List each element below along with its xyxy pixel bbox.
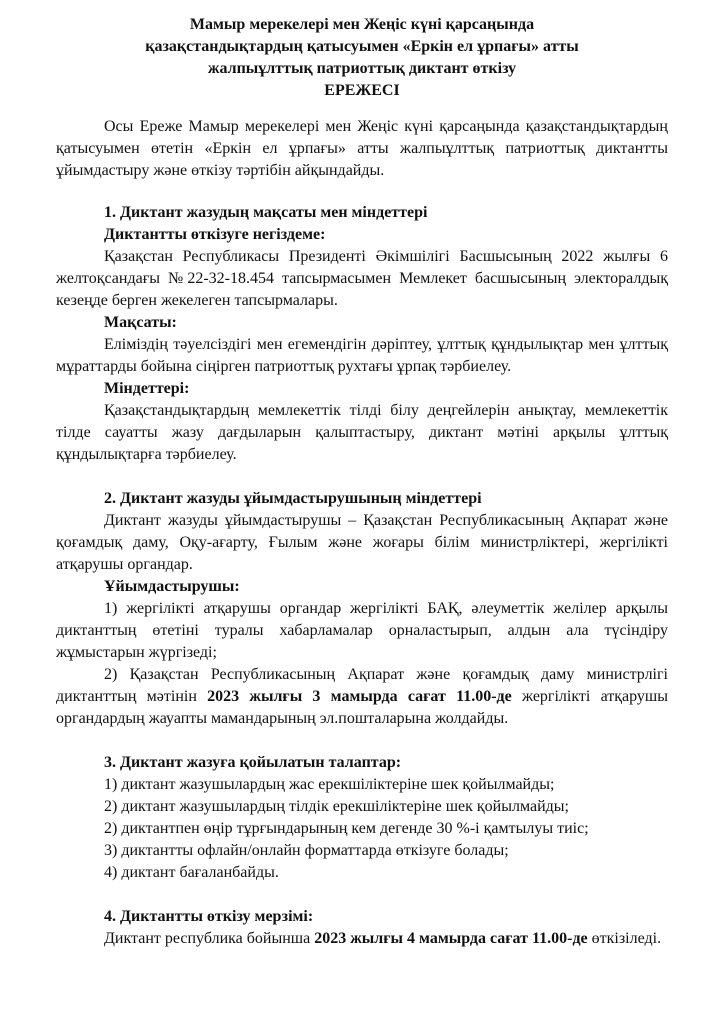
title-line-1: Мамыр мерекелері мен Жеңіс күні қарсаңында: [189, 16, 535, 33]
tasks-text: Қазақстандықтардың мемлекеттік тілді білу деңгейлерін анықтау, мемлекеттік тілде сауатты жазу дағдыларын қалыптастыру, диктант мәтіні арқылы ұлттық құндылықтарға тәрбиелеу.: [56, 402, 668, 463]
tasks-label: Міндеттері:: [104, 380, 190, 397]
requirement-item: 3) диктантты офлайн/онлайн форматтарда өткізуге болады;: [104, 842, 509, 859]
section-4-text-pre: Диктант республика бойынша: [104, 930, 315, 947]
intro-paragraph: Осы Ереже Мамыр мерекелері мен Жеңіс күні қарсаңында қазақстандықтардың қатысуымен өтетін «Еркін ел ұрпағы» атты жалпыұлттық патриоттық диктантты ұйымдастыру және өткізу тәртібін айқындайды.: [56, 118, 668, 179]
section-4-date: 2023 жылғы 4 мамырда сағат 11.00-де: [314, 930, 588, 947]
document-title: [56, 14, 668, 102]
goal-label: Мақсаты:: [104, 314, 177, 331]
title-line-4: ЕРЕЖЕСІ: [324, 82, 400, 99]
goal-text: Еліміздің тәуелсіздігі мен егемендігін дәріптеу, ұлттық құндылықтар мен ұлттық мұраттарды бойына сіңірген патриоттық рухтағы ұрпақ тәрбиелеу.: [56, 336, 668, 375]
requirement-item: 2) диктант жазушылардың тілдік ерекшіліктеріне шек қойылмайды;: [104, 798, 569, 815]
title-line-3: жалпыұлттық патриоттық диктант өткізу: [207, 60, 517, 77]
organizer-item-2-post: жергілікті атқарушы органдардың жауапты мамандарының эл.пошталарына жолдайды.: [56, 688, 668, 727]
organizer-item-2: [56, 664, 668, 730]
basis-text: Қазақстан Республикасы Президенті Әкімшілігі Басшысының 2022 жылғы 6 желтоқсандағы №22-32-18.454 тапсырмасымен Мемлекет басшысының электоралдық кезеңде берген жекелеген тапсырмалары.: [56, 248, 668, 309]
organizer-item-2-date: 2023 жылғы 3 мамырда сағат 11.00-де: [207, 688, 512, 705]
section-4-heading: 4. Диктантты өткізу мерзімі:: [104, 908, 314, 925]
section-4-text: [56, 928, 668, 950]
organizer-item-2-pre: 2) Қазақстан Республикасының Ақпарат және қоғамдық даму министрлігі диктанттың мәтінін: [56, 666, 668, 705]
section-4-text-post: өткізіледі.: [587, 930, 662, 947]
section-2-text: Диктант жазуды ұйымдастырушы – Қазақстан Республикасының Ақпарат және қоғамдық даму, Оқу-ағарту, Ғылым және жоғары білім министрліктері, жергілікті атқарушы органдар.: [56, 512, 668, 573]
section-3-heading: 3. Диктант жазуға қойылатын талаптар:: [104, 754, 402, 771]
organizer-item-1: 1) жергілікті атқарушы органдар жергілікті БАҚ, әлеуметтік желілер арқылы диктанттың өтетіні туралы хабарламалар орналастырып, алдын ала түсіндіру жұмыстарын жүргізеді;: [56, 600, 668, 661]
section-1-heading: 1. Диктант жазудың мақсаты мен міндеттері: [104, 204, 428, 221]
requirement-item: 2) диктантпен өңір тұрғындарының кем дегенде 30 %-і қамтылуы тиіс;: [104, 820, 589, 837]
basis-label: Диктантты өткізуге негіздеме:: [104, 226, 326, 243]
requirement-item: 1) диктант жазушылардың жас ерекшіліктеріне шек қойылмайды;: [104, 776, 555, 793]
requirement-item: 4) диктант бағаланбайды.: [104, 864, 279, 881]
section-2-heading: 2. Диктант жазуды ұйымдастырушының міндеттері: [104, 490, 482, 507]
title-line-2: қазақстандықтардың қатысуымен «Еркін ел ұрпағы» атты: [145, 38, 579, 55]
organizer-label: Ұйымдастырушы:: [104, 578, 240, 595]
